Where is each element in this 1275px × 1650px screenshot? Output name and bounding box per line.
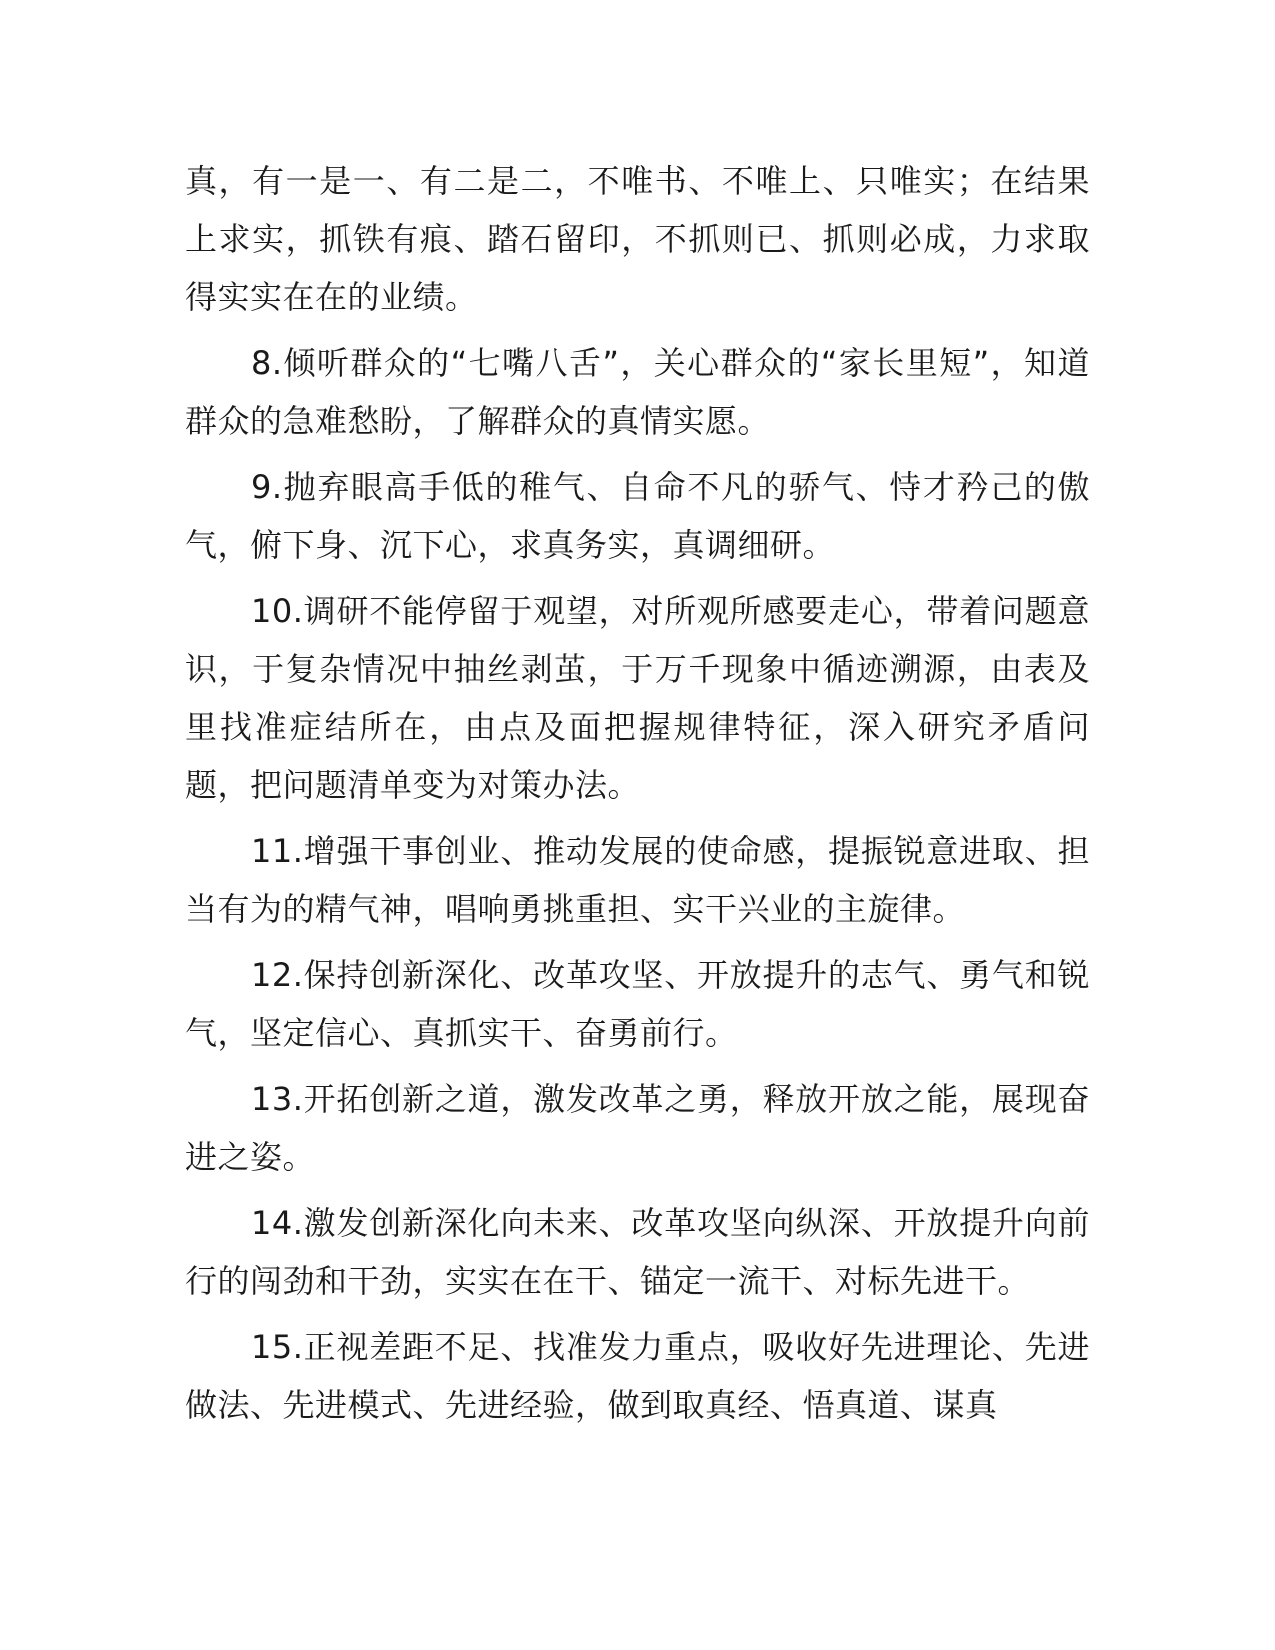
paragraph-item-12: 12.保持创新深化、改革攻坚、开放提升的志气、勇气和锐气，坚定信心、真抓实干、奋勇前行。 bbox=[185, 956, 1090, 1052]
paragraph-item-15: 15.正视差距不足、找准发力重点，吸收好先进理论、先进做法、先进模式、先进经验，做到取真经、悟真道、谋真 bbox=[185, 1328, 1090, 1424]
paragraph-continuation: 真，有一是一、有二是二，不唯书、不唯上、只唯实；在结果上求实，抓铁有痕、踏石留印，不抓则已、抓则必成，力求取得实实在在的业绩。 bbox=[185, 162, 1090, 316]
paragraph-item-11: 11.增强干事创业、推动发展的使命感，提振锐意进取、担当有为的精气神，唱响勇挑重担、实干兴业的主旋律。 bbox=[185, 832, 1090, 928]
paragraph-item-8: 8.倾听群众的“七嘴八舌”，关心群众的“家长里短”，知道群众的急难愁盼，了解群众的真情实愿。 bbox=[185, 344, 1090, 440]
paragraph-item-9: 9.抛弃眼高手低的稚气、自命不凡的骄气、恃才矜己的傲气，俯下身、沉下心，求真务实，真调细研。 bbox=[185, 468, 1090, 564]
paragraph-item-10: 10.调研不能停留于观望，对所观所感要走心，带着问题意识，于复杂情况中抽丝剥茧，于万千现象中循迹溯源，由表及里找准症结所在，由点及面把握规律特征，深入研究矛盾问题，把问题清单变为对策办法。 bbox=[185, 592, 1090, 804]
paragraph-item-13: 13.开拓创新之道，激发改革之勇，释放开放之能，展现奋进之姿。 bbox=[185, 1080, 1090, 1176]
paragraph-item-14: 14.激发创新深化向未来、改革攻坚向纵深、开放提升向前行的闯劲和干劲，实实在在干、锚定一流干、对标先进干。 bbox=[185, 1204, 1090, 1300]
document-page bbox=[185, 152, 1090, 1442]
